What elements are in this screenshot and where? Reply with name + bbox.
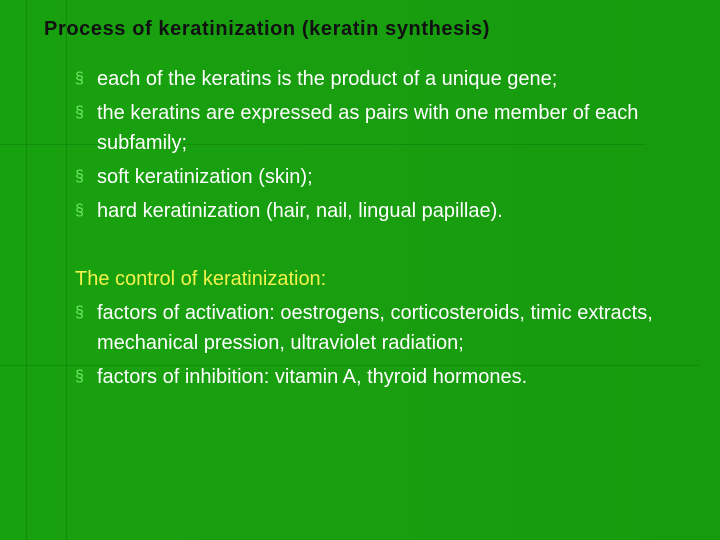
list-item-text: each of the keratins is the product of a unique gene; xyxy=(97,68,558,90)
decorative-line xyxy=(66,0,67,540)
list-item xyxy=(75,298,715,358)
bullet-icon: § xyxy=(75,368,84,385)
slide-title: Process of keratinization (keratin synthesis) xyxy=(44,18,491,40)
list-item-text: hard keratinization (hair, nail, lingual papillae). xyxy=(97,200,503,222)
list-item xyxy=(75,98,715,158)
list-item xyxy=(75,196,715,226)
control-heading: The control of keratinization: xyxy=(75,268,327,290)
list-item xyxy=(75,162,715,192)
list-item-text: factors of inhibition: vitamin A, thyroid hormones. xyxy=(97,366,528,388)
bullet-icon: § xyxy=(75,202,84,219)
decorative-line xyxy=(26,0,27,540)
list-item-text: soft keratinization (skin); xyxy=(97,166,313,188)
bullet-icon: § xyxy=(75,304,84,321)
list-item-text: the keratins are expressed as pairs with one member of each subfamily; xyxy=(97,102,639,154)
bullet-icon: § xyxy=(75,168,84,185)
list-item xyxy=(75,64,715,94)
list-item-text: factors of activation: oestrogens, corticosteroids, timic extracts, mechanical pression, ultraviolet radiation; xyxy=(97,302,653,354)
list-item xyxy=(75,362,715,392)
bullet-icon: § xyxy=(75,70,84,87)
keratinization-points-list xyxy=(75,64,715,226)
control-points-list xyxy=(75,298,715,392)
bullet-icon: § xyxy=(75,104,84,121)
